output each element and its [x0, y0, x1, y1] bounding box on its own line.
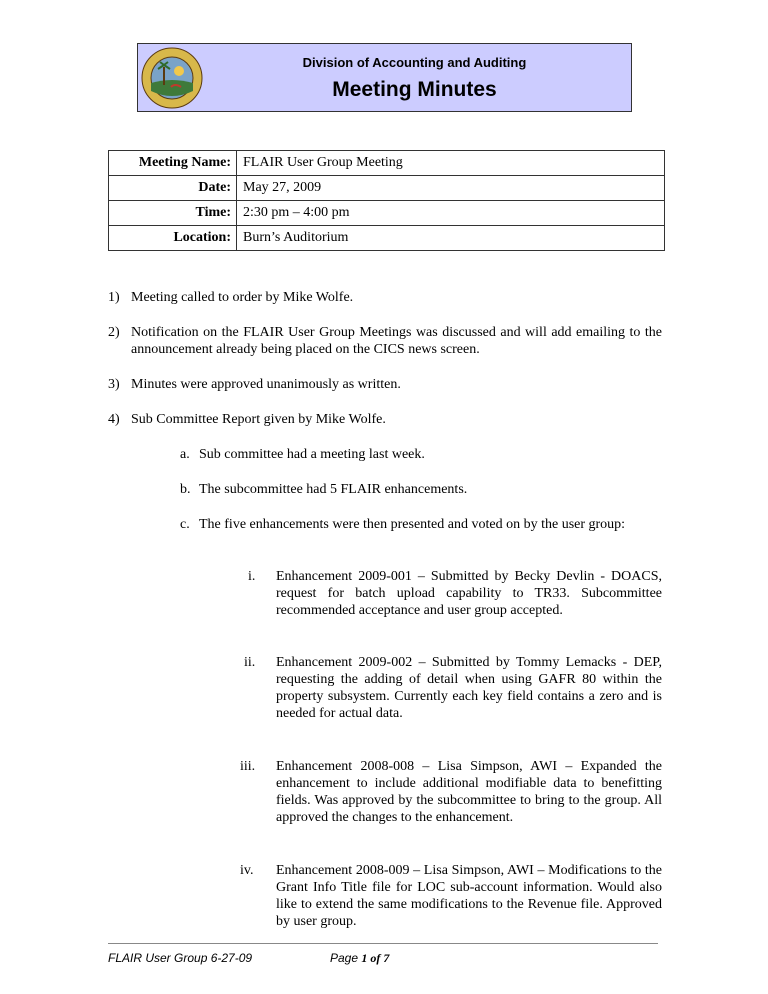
sub-sub-item-numeral: i.: [248, 569, 256, 584]
table-row: [109, 201, 665, 226]
page-current: 1: [361, 951, 368, 965]
list-item: Enhancement 2008-009 – Lisa Simpson, AWI – Modifications to the Grant Info Title file for LOC sub-account information. Would also like to extend the same modifications to the Revenue file. Approved by user group.: [276, 863, 662, 929]
list-item: Sub committee had a meeting last week.: [199, 447, 425, 462]
list-item: The subcommittee had 5 FLAIR enhancements.: [199, 482, 468, 497]
location-value: Burn’s Auditorium: [237, 226, 665, 251]
footer-page-number: [330, 951, 389, 966]
sub-sub-item-numeral: iv.: [240, 863, 254, 878]
item-number: 1): [108, 290, 120, 305]
meeting-info-table: [108, 150, 665, 251]
table-row: [109, 151, 665, 176]
sub-item-letter: c.: [180, 517, 190, 532]
item-number: 3): [108, 377, 120, 392]
list-item: Enhancement 2008-008 – Lisa Simpson, AWI – Expanded the enhancement to include additional modifiable data to benefitting fields. Was approved by the subcommittee to bring to the group. All approved the changes to the enhancement.: [276, 759, 662, 825]
item-number: 4): [108, 412, 120, 427]
time-value: 2:30 pm – 4:00 pm: [237, 201, 665, 226]
page-label: Page: [330, 951, 362, 965]
header-division: Division of Accounting and Auditing: [302, 55, 527, 70]
table-row: [109, 226, 665, 251]
sub-item-letter: a.: [180, 447, 190, 462]
header-box: [137, 43, 632, 112]
time-label: Time:: [109, 201, 237, 226]
meeting-name-value: FLAIR User Group Meeting: [237, 151, 665, 176]
page-total: 7: [383, 951, 390, 965]
list-item: The five enhancements were then presented and voted on by the user group:: [199, 517, 626, 532]
meeting-name-label: Meeting Name:: [109, 151, 237, 176]
sub-sub-item-numeral: ii.: [244, 655, 256, 670]
footer-divider: [108, 943, 658, 944]
footer-document-name: FLAIR User Group 6-27-09: [108, 951, 253, 965]
sub-item-letter: b.: [180, 482, 191, 497]
item-number: 2): [108, 325, 120, 340]
list-item: Meeting called to order by Mike Wolfe.: [131, 290, 354, 305]
list-item: Notification on the FLAIR User Group Meetings was discussed and will add emailing to the announcement already being placed on the CICS news screen.: [131, 325, 662, 357]
date-label: Date:: [109, 176, 237, 201]
date-value: May 27, 2009: [237, 176, 665, 201]
table-row: [109, 176, 665, 201]
sub-sub-item-numeral: iii.: [240, 759, 256, 774]
list-item: Sub Committee Report given by Mike Wolfe.: [131, 412, 386, 427]
list-item: Minutes were approved unanimously as written.: [131, 377, 401, 392]
location-label: Location:: [109, 226, 237, 251]
list-item: Enhancement 2009-002 – Submitted by Tommy Lemacks - DEP, requesting the adding of detail when using GAFR 80 within the property subsystem. Currently each key field contains a zero and is needed for actual data.: [276, 655, 662, 721]
page-of: of: [367, 951, 384, 965]
page-title: Meeting Minutes: [332, 78, 497, 101]
list-item: Enhancement 2009-001 – Submitted by Becky Devlin - DOACS, request for batch upload capability to TR33. Subcommittee recommended acceptance and user group accepted.: [276, 569, 662, 618]
